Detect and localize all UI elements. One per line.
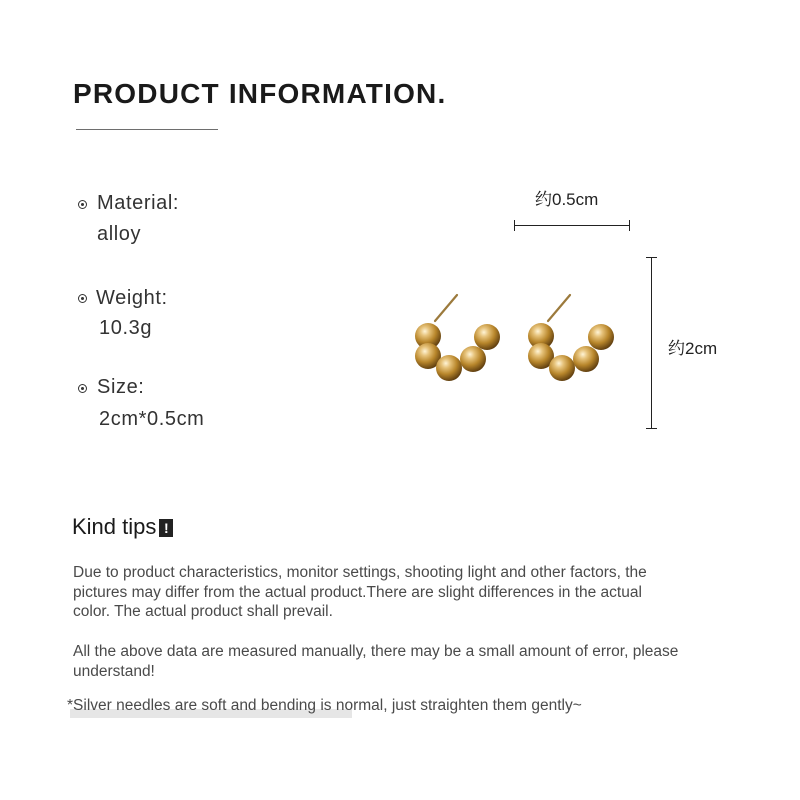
left-earring bbox=[415, 295, 500, 381]
size-value: 2cm*0.5cm bbox=[99, 408, 205, 430]
weight-label: Weight: bbox=[96, 287, 168, 309]
width-dimension-line bbox=[514, 225, 630, 226]
height-dimension-label: 约2cm bbox=[668, 339, 718, 358]
width-dimension-tick-left bbox=[514, 220, 515, 231]
material-bullet-icon bbox=[78, 200, 87, 209]
width-dimension-label: 约0.5cm bbox=[535, 190, 599, 209]
kind-tips-heading bbox=[72, 514, 173, 540]
size-label: Size: bbox=[97, 376, 145, 398]
height-dimension-line bbox=[651, 257, 652, 429]
width-dimension-tick-right bbox=[629, 220, 630, 231]
measurement-note-line-2: understand! bbox=[73, 663, 155, 680]
earrings-image bbox=[405, 285, 630, 390]
kind-tips-title: Kind tips bbox=[72, 514, 157, 539]
height-dimension-tick-bottom bbox=[646, 428, 657, 429]
height-dimension-tick-top bbox=[646, 257, 657, 258]
material-label: Material: bbox=[97, 192, 180, 214]
title-underline bbox=[76, 129, 218, 130]
disclaimer-line-3: color. The actual product shall prevail. bbox=[73, 603, 333, 620]
size-bullet-icon bbox=[78, 384, 87, 393]
right-earring bbox=[528, 295, 614, 381]
weight-value: 10.3g bbox=[99, 317, 153, 339]
silver-needle-note: *Silver needles are soft and bending is normal, just straighten them gently~ bbox=[67, 697, 582, 714]
material-value: alloy bbox=[97, 223, 142, 245]
measurement-note-line-1: All the above data are measured manually, there may be a small amount of error, please bbox=[73, 643, 679, 660]
weight-bullet-icon bbox=[78, 294, 87, 303]
disclaimer-line-1: Due to product characteristics, monitor settings, shooting light and other factors, the bbox=[73, 564, 647, 581]
exclamation-icon: ! bbox=[159, 519, 173, 537]
disclaimer-line-2: pictures may differ from the actual product.There are slight differences in the actual bbox=[73, 584, 642, 601]
page-title: PRODUCT INFORMATION. bbox=[73, 78, 447, 109]
